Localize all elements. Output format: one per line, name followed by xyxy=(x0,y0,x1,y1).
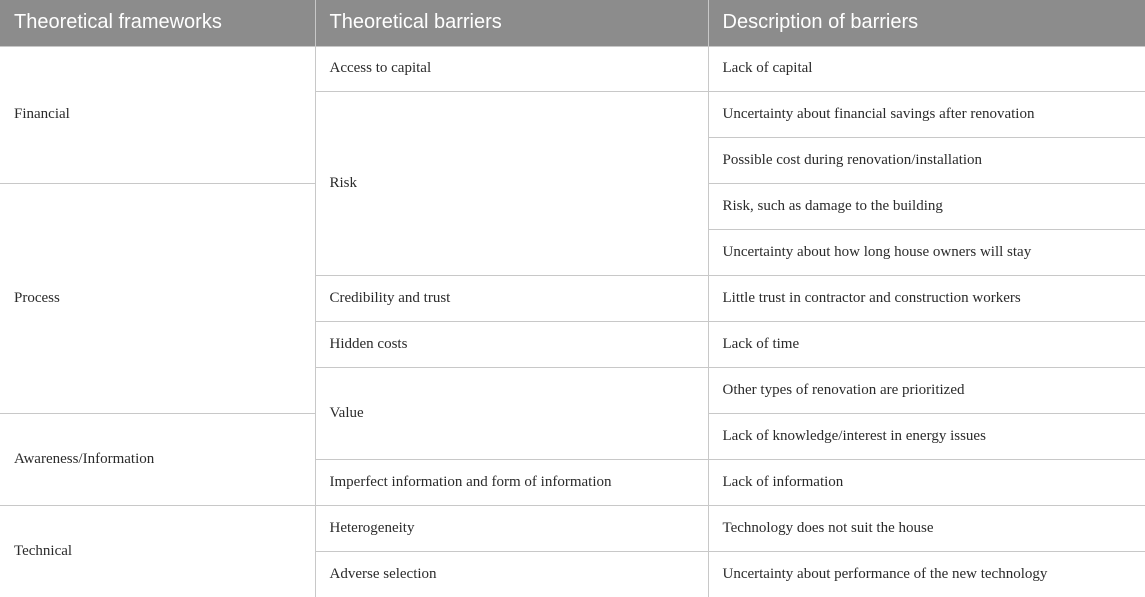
description-cell: Lack of capital xyxy=(708,46,1145,91)
description-cell: Little trust in contractor and construction workers xyxy=(708,275,1145,321)
header-barriers: Theoretical barriers xyxy=(315,0,708,46)
description-cell: Technology does not suit the house xyxy=(708,505,1145,551)
description-cell: Lack of knowledge/interest in energy issues xyxy=(708,413,1145,459)
description-cell: Possible cost during renovation/installation xyxy=(708,137,1145,183)
description-cell: Other types of renovation are prioritized xyxy=(708,367,1145,413)
barrier-cell: Credibility and trust xyxy=(315,275,708,321)
description-cell: Uncertainty about how long house owners will stay xyxy=(708,229,1145,275)
barrier-cell: Adverse selection xyxy=(315,551,708,597)
description-cell: Risk, such as damage to the building xyxy=(708,183,1145,229)
barrier-cell: Imperfect information and form of information xyxy=(315,459,708,505)
barrier-cell: Risk xyxy=(315,91,708,275)
header-descriptions: Description of barriers xyxy=(708,0,1145,46)
description-cell: Uncertainty about performance of the new technology xyxy=(708,551,1145,597)
table-row xyxy=(0,46,1145,91)
framework-cell: Technical xyxy=(0,505,315,597)
framework-cell: Financial xyxy=(0,46,315,183)
description-cell: Lack of time xyxy=(708,321,1145,367)
barrier-cell: Heterogeneity xyxy=(315,505,708,551)
description-cell: Lack of information xyxy=(708,459,1145,505)
barrier-cell: Value xyxy=(315,367,708,459)
description-cell: Uncertainty about financial savings after renovation xyxy=(708,91,1145,137)
table-row xyxy=(0,505,1145,551)
header-row xyxy=(0,0,1145,46)
barrier-cell: Hidden costs xyxy=(315,321,708,367)
barrier-cell: Access to capital xyxy=(315,46,708,91)
framework-cell: Process xyxy=(0,183,315,413)
header-frameworks: Theoretical frameworks xyxy=(0,0,315,46)
framework-cell: Awareness/Information xyxy=(0,413,315,505)
